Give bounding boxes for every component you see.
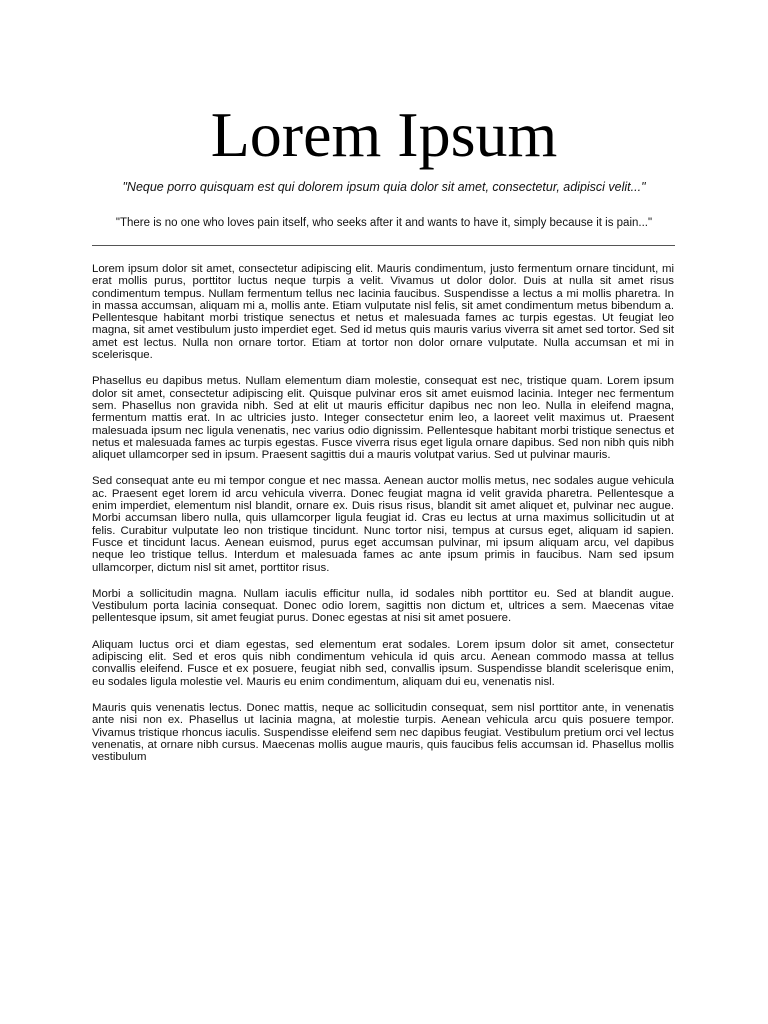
paragraph-6: Mauris quis venenatis lectus. Donec mattis, neque ac sollicitudin consequat, sem nisl porttitor ante, in venenatis ante nisi non ex. Phasellus ut lacinia magna, at molestie turpis. Aenean vehicula arcu quis posuere tempor. Vivamus tristique rhoncus iaculis. Suspendisse eleifend sem nec dapibus feugiat. Vestibulum pretium orci vel lectus venenatis, at ornare nibh cursus. Maecenas mollis augue mauris, quis faucibus felis accumsan id. Phasellus mollis vestibulum	[92, 701, 674, 764]
paragraph-2: Phasellus eu dapibus metus. Nullam elementum diam molestie, consequat est nec, tristique quam. Lorem ipsum dolor sit amet, consectetur adipiscing elit. Quisque pulvinar eros sit amet euismod lacinia. Integer nec fermentum sem. Phasellus non gravida nibh. Sed at elit ut mauris efficitur dapibus nec non leo. Nulla in eleifend magna, fermentum mattis erat. In ac ultricies justo. Integer consectetur enim leo, a laoreet velit maximus ut. Praesent malesuada ipsum nec ligula venenatis, nec varius odio dignissim. Pellentesque habitant morbi tristique senectus et netus et malesuada fames ac turpis egestas. Fusce viverra risus eget ligula ornare dapibus. Sed non nibh quis nibh aliquet ullamcorper sed in ipsum. Praesent sagittis dui a mauris volutpat varius. Sed ut pulvinar mauris.	[92, 375, 674, 462]
paragraph-5: Aliquam luctus orci et diam egestas, sed elementum erat sodales. Lorem ipsum dolor sit amet, consectetur adipiscing elit. Sed et eros quis nibh condimentum vehicula id quis arcu. Aenean commodo massa at tellus convallis eleifend. Fusce et ex posuere, feugiat nibh sed, convallis ipsum. Suspendisse blandit scelerisque enim, eu sodales ligula molestie vel. Mauris eu enim condimentum, aliquam dui eu, venenatis nisl.	[92, 638, 674, 688]
paragraph-3: Sed consequat ante eu mi tempor congue et nec massa. Aenean auctor mollis metus, nec sodales augue vehicula ac. Praesent eget lorem id arcu vehicula viverra. Donec feugiat magna id velit gravida pharetra. Pellentesque a enim imperdiet, elementum nisl blandit, ornare ex. Duis risus risus, blandit sit amet aliquet et, pulvinar nec augue. Morbi accumsan libero nulla, quis ullamcorper ligula feugiat id. Cras eu lectus at urna maximus sollicitudin ut at felis. Curabitur vulputate leo non tristique tincidunt. Nunc tortor nisi, tempus at cursus eget, aliquam id sapien. Fusce et tincidunt lacus. Aenean euismod, purus eget accumsan pulvinar, mi ipsum aliquam arcu, vel dapibus neque leo tristique tellus. Interdum et malesuada fames ac ante ipsum primis in faucibus. Nam sed ipsum ullamcorper, dictum nisl sit amet, porttitor risus.	[92, 475, 674, 574]
paragraph-1: Lorem ipsum dolor sit amet, consectetur adipiscing elit. Mauris condimentum, justo fermentum ornare tincidunt, mi erat mollis purus, porttitor luctus neque turpis a velit. Vivamus ut dolor dolor. Duis at nulla sit amet risus condimentum tempus. Nullam fermentum tellus nec lacinia faucibus. Suspendisse a lectus a mi mollis pharetra. In in massa accumsan, aliquam mi a, mollis ante. Etiam vulputate nisl felis, sit amet condimentum metus bibendum a. Pellentesque habitant morbi tristique senectus et netus et malesuada fames ac turpis egestas. Ut feugiat leo magna, sit amet vestibulum justo imperdiet eget. Sed id metus quis mauris varius viverra sit amet sed tortor. Sed sit amet est lectus. Nulla non ornare tortor. Etiam at tortor non dolor ornare vulputate. Nulla accumsan et mi in scelerisque.	[92, 263, 674, 362]
body-text	[92, 263, 674, 777]
english-quote: "There is no one who loves pain itself, who seeks after it and wants to have it, simply because it is pain..."	[115, 217, 653, 229]
paragraph-4: Morbi a sollicitudin magna. Nullam iaculis efficitur nulla, id sodales nibh porttitor eu. Sed at blandit augue. Vestibulum porta lacinia consequat. Donec odio lorem, sagittis non dictum et, ultrices a sem. Maecenas vitae pellentesque ipsum, sit amet feugiat purus. Donec egestas at nisi sit amet posuere.	[92, 587, 674, 625]
latin-quote: "Neque porro quisquam est qui dolorem ipsum quia dolor sit amet, consectetur, adipisci velit..."	[122, 180, 646, 194]
document-title: Lorem Ipsum	[210, 99, 558, 170]
horizontal-divider	[92, 245, 675, 246]
